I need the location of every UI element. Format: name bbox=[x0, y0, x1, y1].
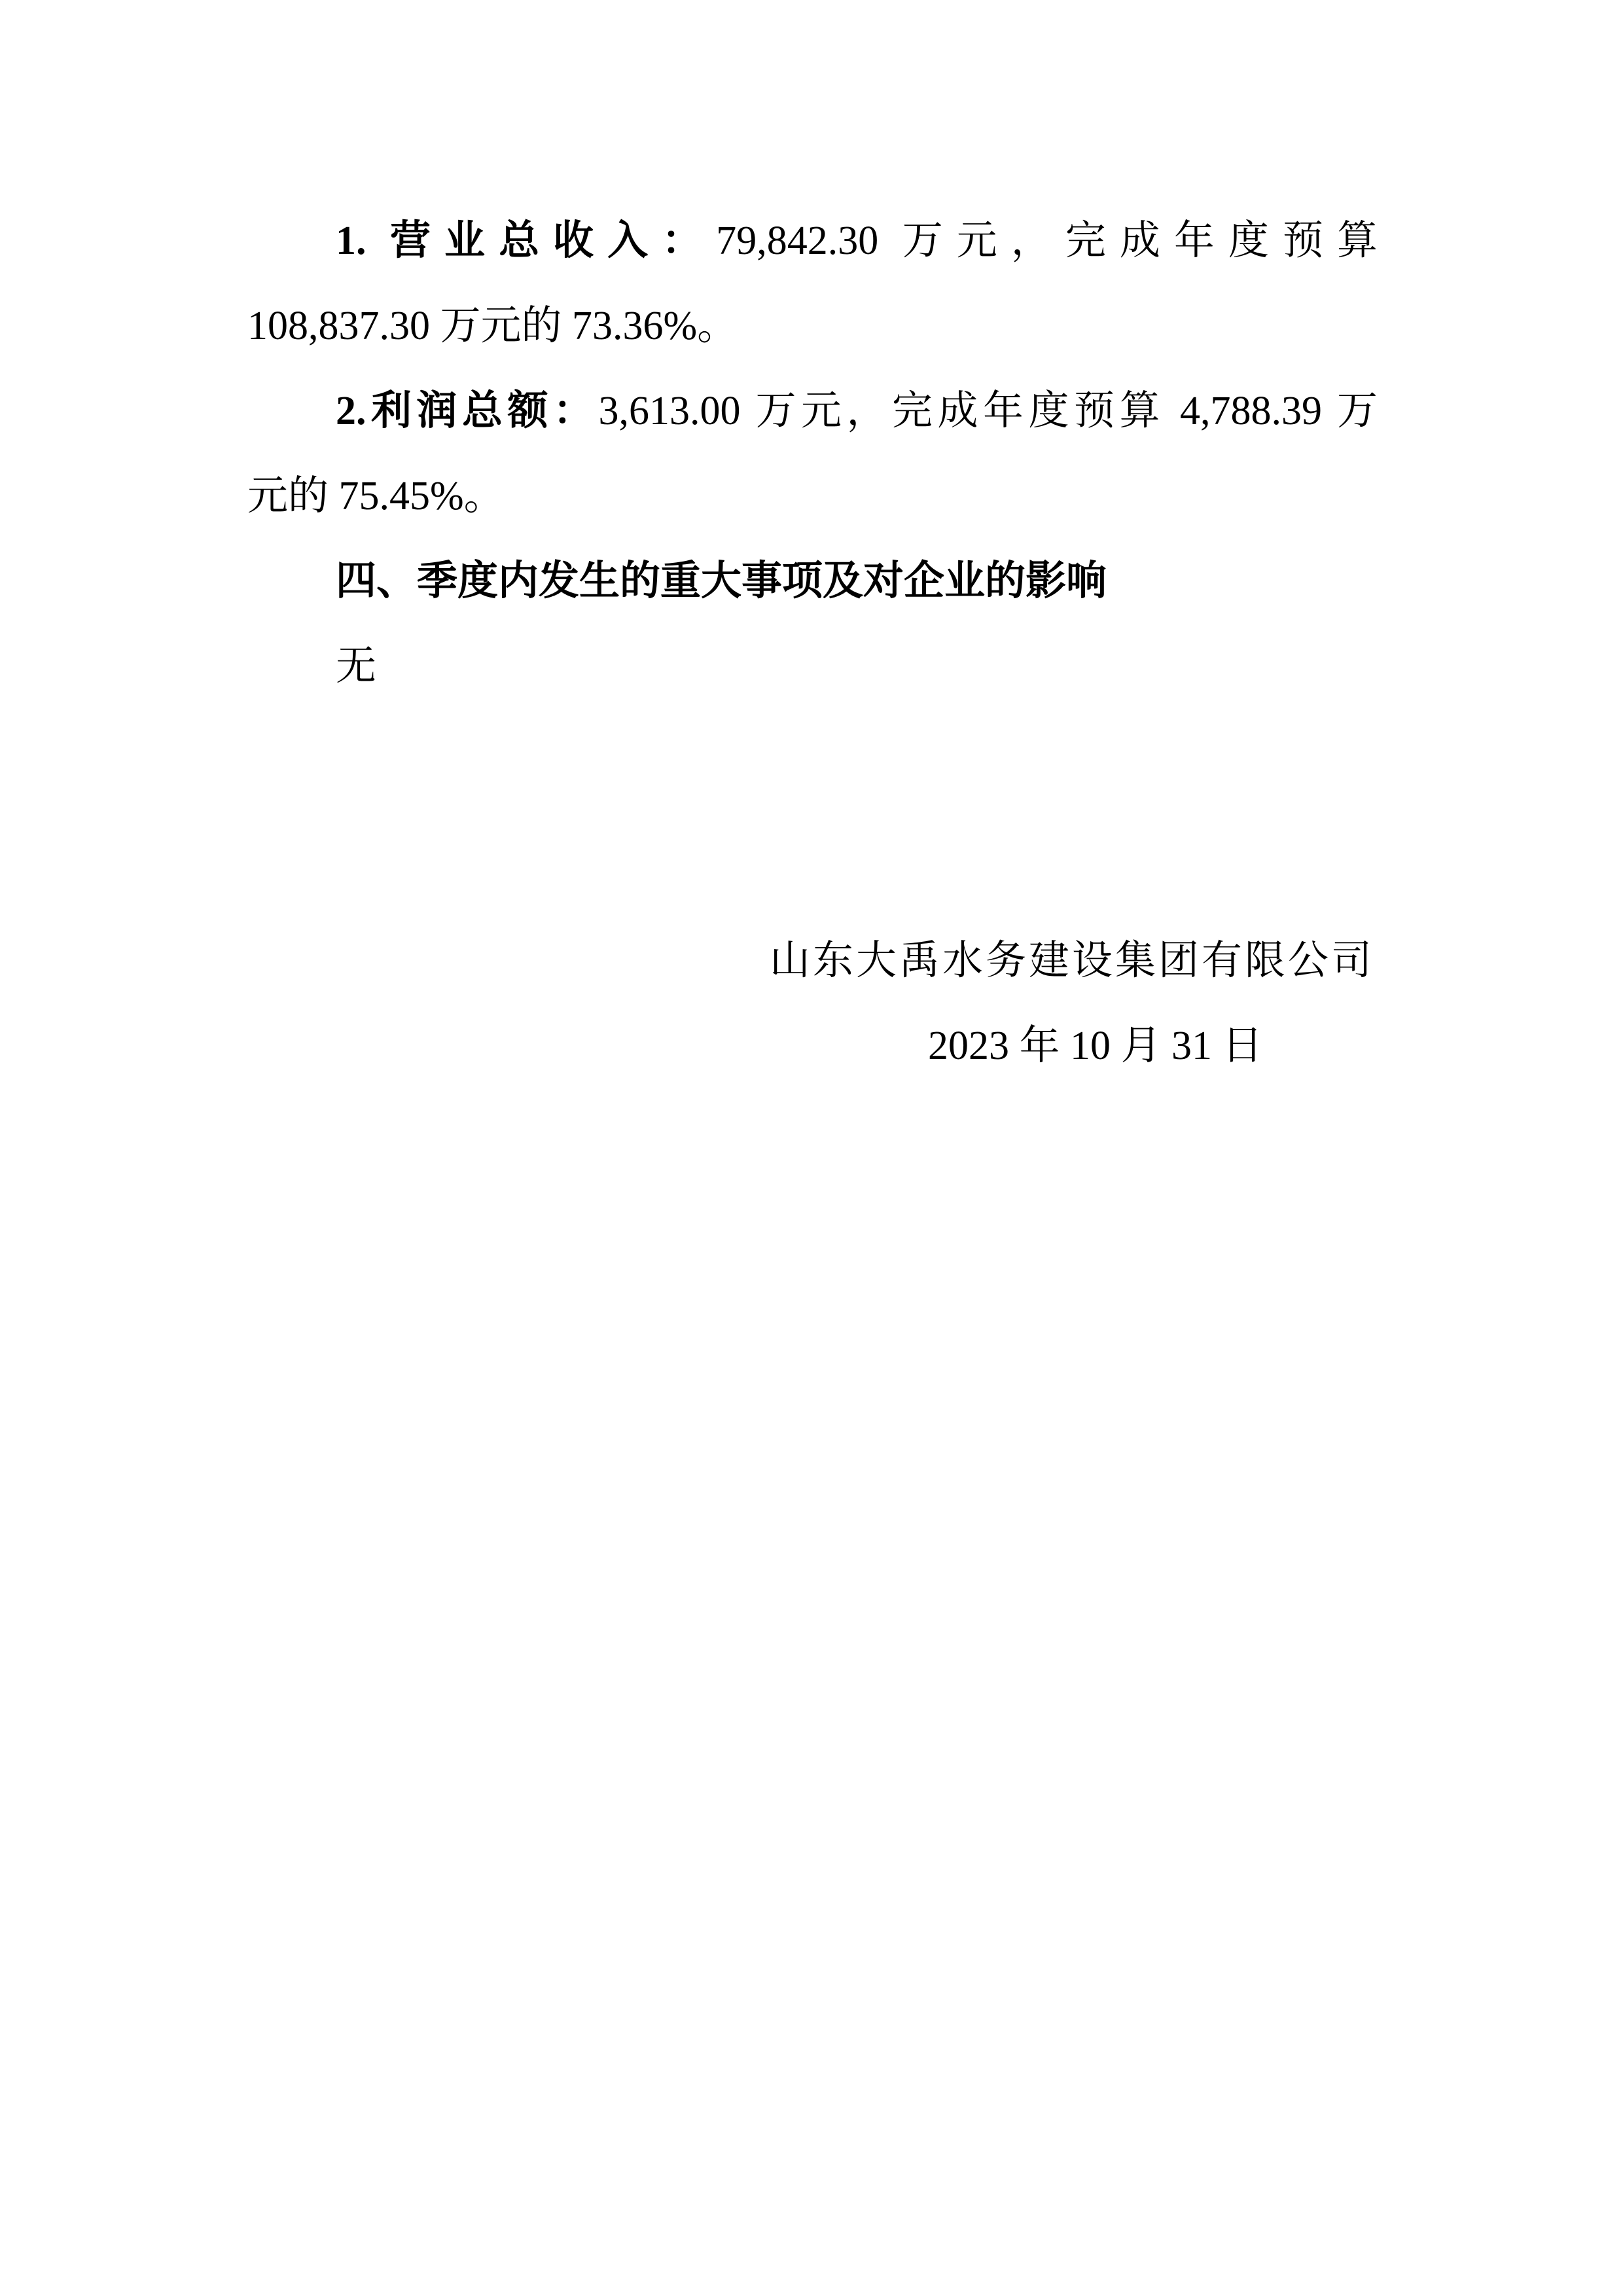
revenue-line-1 bbox=[247, 198, 1378, 283]
company-name: 山东大禹水务建设集团有限公司 bbox=[770, 939, 1375, 983]
profit-line-1-text: 3,613.00 万元，完成年度预算 4,788.39 万 bbox=[598, 389, 1378, 433]
profit-line-1 bbox=[247, 368, 1378, 454]
profit-item-label: 2.利润总额： bbox=[336, 389, 599, 433]
profit-line-2 bbox=[247, 454, 1378, 539]
section-4-heading-text: 四、季度内发生的重大事项及对企业的影响 bbox=[336, 559, 1107, 603]
revenue-item-label: 1. 营业总收入： bbox=[336, 219, 717, 263]
section-4-heading bbox=[247, 539, 1378, 624]
none-line bbox=[247, 624, 1378, 709]
signature-date: 2023 年 10 月 31 日 bbox=[928, 1024, 1263, 1068]
revenue-line-1-text: 79,842.30 万元，完成年度预算 bbox=[716, 219, 1378, 263]
profit-line-2-text: 元的 75.45%。 bbox=[247, 474, 505, 518]
revenue-line-2-text: 108,837.30 万元的 73.36%。 bbox=[247, 304, 738, 348]
revenue-line-2 bbox=[247, 283, 1378, 368]
none-line-text: 无 bbox=[336, 644, 377, 689]
report-body bbox=[247, 198, 1378, 709]
